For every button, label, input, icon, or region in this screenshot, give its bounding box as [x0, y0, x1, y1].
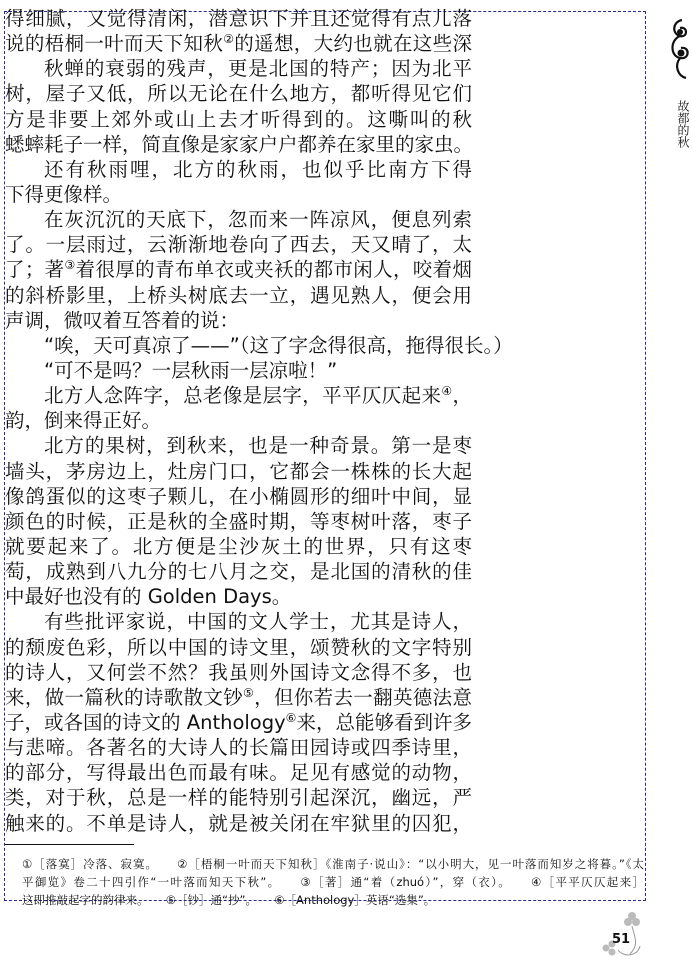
text-line — [5, 157, 472, 182]
text-line — [5, 383, 472, 408]
text-segment: 类，对于秋，总是一样的能特别引起深沉，幽远，严 — [5, 786, 472, 810]
text-segment: “可不是吗？一层秋雨一层凉啦！” — [44, 358, 338, 382]
text-segment: 了；著 — [5, 258, 65, 282]
text-line — [5, 433, 472, 458]
text-segment: 的部分，写得最出色而最有味。足见有感觉的动物， — [5, 761, 472, 785]
text-line — [5, 609, 472, 634]
text-line — [5, 81, 472, 106]
footnote-marker[interactable]: ④ — [441, 384, 453, 399]
text-line — [5, 283, 472, 308]
footnote-marker[interactable]: ③ — [64, 258, 76, 273]
text-segment: 像鸽蛋似的这枣子颗儿，在小椭圆形的细叶中间，显 — [5, 484, 472, 508]
text-segment: 的斜桥影里，上桥头树底去一立，遇见熟人，便会用 — [5, 283, 472, 307]
text-segment: 树，屋子又低，所以无论在什么地方，都听得见它们 — [5, 82, 472, 106]
text-segment: 得细腻，又觉得清闲，潜意识下并且还觉得有点儿落 — [5, 7, 472, 30]
text-line — [5, 710, 472, 735]
text-segment: 声调，微叹着互答着的说： — [5, 308, 240, 332]
side-title: 故都的秋 — [676, 100, 690, 148]
footnote-line: 平御览》卷二十四引作“一叶落而知天下秋”。 ③［著］通“着（zhuó）”，穿（衣）。 ④［平平仄仄起来］ — [22, 875, 644, 889]
text-segment: 的诗人，又何尝不然？我虽则外国诗文念得不多，也 — [5, 660, 472, 684]
text-segment: 了。一层雨过，云渐渐地卷向了西去，天又晴了，太 — [5, 233, 472, 257]
text-line — [5, 207, 472, 232]
footnote-marker[interactable]: ⑥ — [285, 710, 297, 725]
text-segment: 下得更像样。 — [5, 182, 123, 206]
text-segment: 与悲啼。各著名的大诗人的长篇田园诗或四季诗里， — [5, 736, 472, 760]
text-line — [5, 811, 472, 836]
text-segment: ， — [452, 384, 472, 408]
footnote-marker[interactable]: ② — [223, 32, 235, 47]
text-line — [5, 509, 472, 534]
text-line — [5, 358, 472, 383]
body-text — [5, 6, 513, 836]
text-segment: 中最好也没有的 Golden Days。 — [5, 585, 292, 609]
footnote-separator — [5, 844, 134, 845]
footnotes — [22, 855, 644, 909]
text-line — [5, 257, 472, 282]
text-line — [5, 182, 472, 207]
text-line — [5, 107, 472, 132]
text-line — [5, 132, 472, 157]
text-segment: 的遥想，大约也就在这些深 — [234, 32, 472, 56]
swirl-ornament-icon — [668, 16, 692, 82]
text-segment: ，但你若去一翻英德法意 — [254, 685, 472, 709]
text-segment: 的颓废色彩，所以中国的诗文里，颂赞秋的文字特别 — [5, 635, 472, 659]
text-line — [5, 760, 472, 785]
text-segment: 来，总能够看到许多 — [296, 710, 472, 734]
text-line — [5, 408, 472, 433]
text-line — [5, 534, 472, 559]
text-segment: 萄，成熟到八九分的七八月之交，是北国的清秋的佳 — [5, 560, 472, 584]
text-line — [5, 56, 472, 81]
text-segment: 方是非要上郊外或山上去才听得到的。这嘶叫的秋 — [5, 107, 472, 131]
text-segment: 秋蝉的衰弱的残声，更是北国的特产；因为北平 — [44, 57, 472, 81]
text-line — [5, 333, 513, 358]
text-line — [5, 484, 472, 509]
text-segment: 墙头，茅房边上，灶房门口，它都会一株株的长大起 — [5, 459, 472, 483]
text-segment: 说的梧桐一叶而天下知秋 — [5, 32, 224, 56]
text-line — [5, 660, 472, 685]
text-line — [5, 785, 472, 810]
text-line — [5, 31, 472, 56]
text-segment: 来，做一篇秋的诗歌散文钞 — [5, 685, 244, 709]
text-line — [5, 584, 472, 609]
text-segment: 着很厚的青布单衣或夹袄的都市闲人，咬着烟 — [75, 258, 472, 282]
text-segment: 蟋蟀耗子一样，简直像是家家户户都养在家里的家虫。 — [5, 132, 474, 156]
page-number: 51 — [612, 932, 631, 947]
footnote-marker[interactable]: ⑤ — [243, 685, 255, 700]
text-segment: 在灰沉沉的天底下，忽而来一阵凉风，便息列索 — [44, 208, 472, 232]
text-line — [5, 685, 472, 710]
footnote-line: ①［落寞］冷落、寂寞。 ②［梧桐一叶而天下知秋］《淮南子·说山》：“以小明大，见一叶落而知岁之将暮。”《太 — [22, 857, 644, 871]
text-segment: “唉，天可真凉了——”（这了字念得很高，拖得很长。） — [44, 333, 513, 357]
text-line — [5, 459, 472, 484]
text-line — [5, 308, 472, 333]
text-line — [5, 232, 472, 257]
text-segment: 就要起来了。北方便是尘沙灰土的世界，只有这枣 — [5, 534, 472, 558]
text-line — [5, 6, 472, 31]
text-segment: 北方人念阵字，总老像是层字，平平仄仄起来 — [44, 384, 442, 408]
text-segment: 子，或各国的诗文的 Anthology — [5, 710, 286, 734]
text-segment: 北方的果树，到秋来，也是一种奇景。第一是枣 — [44, 434, 472, 458]
text-segment: 有些批评家说，中国的文人学士，尤其是诗人， — [44, 610, 472, 634]
text-line — [5, 635, 472, 660]
text-segment: 颜色的时候，正是秋的全盛时期，等枣树叶落，枣子 — [5, 509, 472, 533]
footnote-line: 这即推敲起字的韵律来。 ⑤［钞］通“抄”。 ⑥［Anthology］英语“选集”。 — [22, 893, 436, 907]
text-line — [5, 559, 472, 584]
text-segment: 韵，倒来得正好。 — [5, 409, 162, 433]
text-line — [5, 735, 472, 760]
text-segment: 触来的。不单是诗人，就是被关闭在牢狱里的囚犯， — [5, 811, 472, 835]
text-segment: 还有秋雨哩，北方的秋雨，也似乎比南方下得 — [44, 157, 472, 181]
